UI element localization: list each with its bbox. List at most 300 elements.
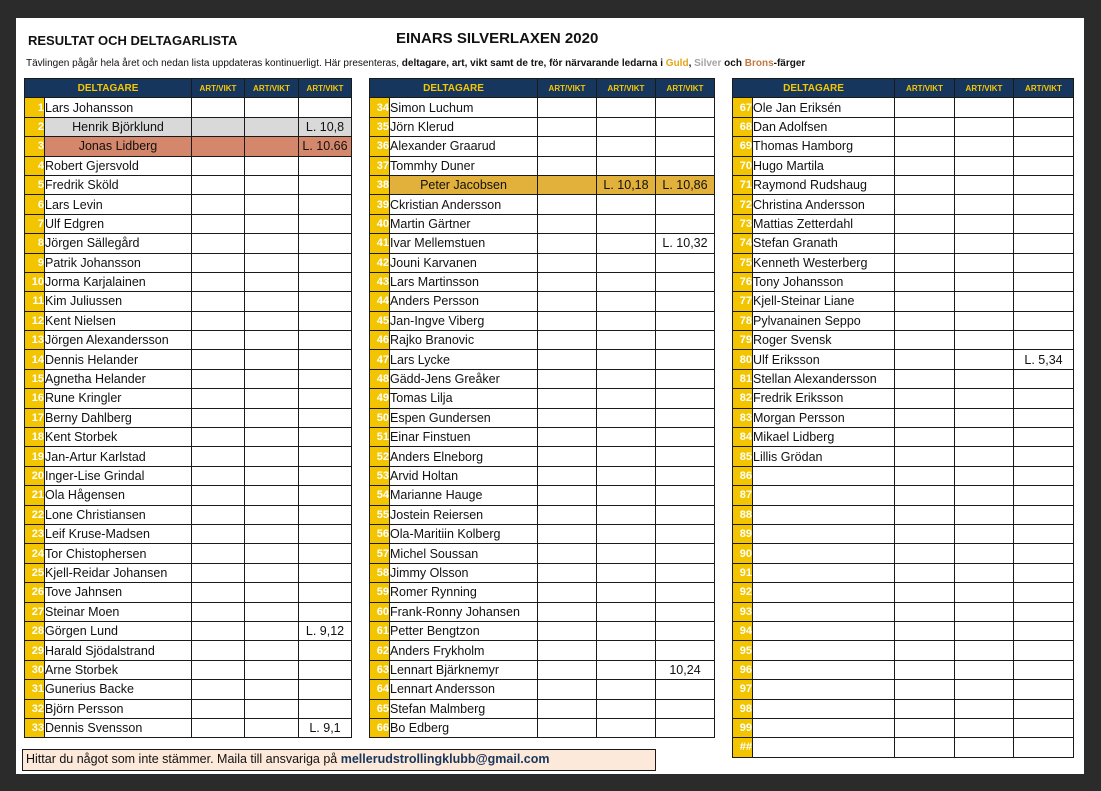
participant-number: 92 — [733, 583, 753, 602]
participant-number: 25 — [25, 563, 45, 582]
participant-name — [753, 466, 895, 485]
art-vikt-3-cell — [656, 272, 715, 291]
art-vikt-1-cell — [192, 272, 245, 291]
table-row — [25, 544, 352, 563]
participant-name: Fredrik Sköld — [45, 175, 192, 194]
art-vikt-3-cell — [299, 524, 352, 543]
participant-name: Rune Kringler — [45, 389, 192, 408]
art-vikt-1-cell — [192, 486, 245, 505]
participant-name: Ola Hågensen — [45, 486, 192, 505]
art-vikt-2-cell — [597, 389, 656, 408]
participant-number: 96 — [733, 660, 753, 679]
participant-table-2 — [369, 78, 715, 738]
art-vikt-3-cell — [1014, 505, 1074, 524]
table-row — [733, 660, 1074, 679]
art-vikt-3-cell — [1014, 137, 1074, 156]
art-vikt-1-cell — [192, 428, 245, 447]
participant-number: 14 — [25, 350, 45, 369]
participant-name: Kenneth Westerberg — [753, 253, 895, 272]
art-vikt-3-cell — [656, 98, 715, 117]
art-vikt-1-cell — [192, 156, 245, 175]
table-row — [733, 137, 1074, 156]
art-vikt-2-cell — [955, 214, 1014, 233]
art-vikt-1-cell — [895, 660, 955, 679]
participant-name: Morgan Persson — [753, 408, 895, 427]
art-vikt-1-cell — [192, 234, 245, 253]
participant-number: 5 — [25, 175, 45, 194]
art-vikt-2-cell — [955, 408, 1014, 427]
participant-name: Fredrik Eriksson — [753, 389, 895, 408]
participant-name: Lars Levin — [45, 195, 192, 214]
art-vikt-3-cell — [656, 408, 715, 427]
art-vikt-3-cell — [656, 563, 715, 582]
intro-sep-1: , — [688, 58, 695, 69]
participant-number: 70 — [733, 156, 753, 175]
art-vikt-3-cell — [1014, 389, 1074, 408]
art-vikt-1-cell — [192, 369, 245, 388]
participant-name — [753, 563, 895, 582]
table-row — [370, 195, 715, 214]
art-vikt-1-cell — [538, 214, 597, 233]
participant-name — [753, 680, 895, 699]
art-vikt-3-cell — [656, 137, 715, 156]
art-vikt-2-cell — [955, 699, 1014, 718]
participant-number: 24 — [25, 544, 45, 563]
art-vikt-1-cell — [538, 583, 597, 602]
participant-number: 64 — [370, 680, 390, 699]
table-row — [733, 234, 1074, 253]
participant-number: 8 — [25, 234, 45, 253]
art-vikt-2-cell — [597, 505, 656, 524]
art-vikt-3-cell — [656, 505, 715, 524]
participant-number: 88 — [733, 505, 753, 524]
table-row — [370, 214, 715, 233]
participant-number: 32 — [25, 699, 45, 718]
art-vikt-1-cell — [192, 98, 245, 117]
participant-name: Alexander Graarud — [390, 137, 538, 156]
art-vikt-2-cell — [955, 117, 1014, 136]
art-vikt-3-cell — [656, 117, 715, 136]
art-vikt-3-cell — [299, 505, 352, 524]
art-vikt-1-cell — [895, 621, 955, 640]
table-row — [370, 466, 715, 485]
table-row — [25, 602, 352, 621]
participant-name — [753, 641, 895, 660]
table-row — [733, 524, 1074, 543]
art-vikt-1-cell — [192, 660, 245, 679]
art-vikt-2-cell — [955, 428, 1014, 447]
art-vikt-3-cell — [299, 195, 352, 214]
art-vikt-3-cell — [656, 583, 715, 602]
art-vikt-2-cell — [245, 583, 299, 602]
participant-name: Mattias Zetterdahl — [753, 214, 895, 233]
table-row — [25, 350, 352, 369]
participant-name: Inger-Lise Grindal — [45, 466, 192, 485]
table-row — [733, 195, 1074, 214]
art-vikt-3-cell — [299, 311, 352, 330]
table-row — [733, 699, 1074, 718]
art-vikt-2-cell — [245, 253, 299, 272]
art-vikt-1-cell — [895, 253, 955, 272]
art-vikt-3-cell — [299, 98, 352, 117]
col-art-vikt-3-header: ART/VIKT — [299, 79, 352, 98]
table-row — [25, 234, 352, 253]
art-vikt-2-cell — [597, 195, 656, 214]
art-vikt-1-cell — [895, 137, 955, 156]
art-vikt-2-cell — [245, 389, 299, 408]
participant-number: 57 — [370, 544, 390, 563]
art-vikt-2-cell — [955, 641, 1014, 660]
art-vikt-2-cell — [245, 641, 299, 660]
art-vikt-1-cell — [538, 117, 597, 136]
participant-number: 89 — [733, 524, 753, 543]
art-vikt-2-cell — [245, 331, 299, 350]
participant-name: Patrik Johansson — [45, 253, 192, 272]
art-vikt-3-cell — [656, 699, 715, 718]
art-vikt-2-cell — [955, 175, 1014, 194]
art-vikt-2-cell — [955, 292, 1014, 311]
participant-number: 33 — [25, 718, 45, 737]
art-vikt-3-cell: L. 9,12 — [299, 621, 352, 640]
silver-label: Silver — [694, 58, 722, 69]
participant-name: Steinar Moen — [45, 602, 192, 621]
participant-name — [753, 718, 895, 737]
table-row — [370, 641, 715, 660]
participant-name: Dennis Svensson — [45, 718, 192, 737]
art-vikt-1-cell — [538, 447, 597, 466]
art-vikt-2-cell — [597, 524, 656, 543]
table-row — [370, 428, 715, 447]
art-vikt-1-cell — [895, 195, 955, 214]
art-vikt-1-cell — [538, 175, 597, 194]
table-row — [25, 563, 352, 582]
art-vikt-1-cell — [192, 466, 245, 485]
participant-number: 30 — [25, 660, 45, 679]
art-vikt-3-cell — [656, 331, 715, 350]
art-vikt-2-cell — [955, 98, 1014, 117]
art-vikt-2-cell — [245, 292, 299, 311]
art-vikt-3-cell — [1014, 175, 1074, 194]
participant-name: Robert Gjersvold — [45, 156, 192, 175]
participant-name: Pylvanainen Seppo — [753, 311, 895, 330]
art-vikt-2-cell — [245, 680, 299, 699]
art-vikt-2-cell — [245, 524, 299, 543]
art-vikt-3-cell — [656, 156, 715, 175]
participant-number: 69 — [733, 137, 753, 156]
art-vikt-2-cell — [597, 369, 656, 388]
participant-name — [753, 524, 895, 543]
table-row — [733, 311, 1074, 330]
art-vikt-2-cell — [597, 428, 656, 447]
participant-name: Björn Persson — [45, 699, 192, 718]
participant-number: 79 — [733, 331, 753, 350]
art-vikt-1-cell — [192, 292, 245, 311]
art-vikt-3-cell — [656, 602, 715, 621]
table-row — [25, 447, 352, 466]
table-row — [370, 505, 715, 524]
table-row — [25, 408, 352, 427]
contact-email-link[interactable]: mellerudstrollingklubb@gmail.com — [340, 752, 550, 766]
participant-number: 95 — [733, 641, 753, 660]
art-vikt-2-cell — [597, 602, 656, 621]
page-title: EINARS SILVERLAXEN 2020 — [396, 30, 599, 47]
art-vikt-1-cell — [192, 680, 245, 699]
art-vikt-3-cell — [299, 699, 352, 718]
table-row — [25, 253, 352, 272]
participant-number: 74 — [733, 234, 753, 253]
table-header-row — [25, 79, 352, 98]
art-vikt-1-cell — [895, 389, 955, 408]
table-row — [25, 641, 352, 660]
table-row — [733, 408, 1074, 427]
art-vikt-1-cell — [895, 292, 955, 311]
participant-number: 50 — [370, 408, 390, 427]
participant-name: Bo Edberg — [390, 718, 538, 737]
art-vikt-3-cell — [299, 331, 352, 350]
participant-name: Kent Storbek — [45, 428, 192, 447]
gold-label: Guld — [665, 58, 689, 69]
art-vikt-2-cell — [597, 311, 656, 330]
participant-number: 84 — [733, 428, 753, 447]
art-vikt-3-cell — [1014, 98, 1074, 117]
participant-name: Ivar Mellemstuen — [390, 234, 538, 253]
table-row — [733, 486, 1074, 505]
art-vikt-1-cell — [895, 369, 955, 388]
art-vikt-3-cell — [299, 680, 352, 699]
col-participant-header: DELTAGARE — [25, 79, 192, 98]
art-vikt-3-cell — [299, 389, 352, 408]
participant-number: 93 — [733, 602, 753, 621]
art-vikt-2-cell — [955, 718, 1014, 737]
table-row — [733, 466, 1074, 485]
art-vikt-2-cell — [955, 447, 1014, 466]
participant-number: 56 — [370, 524, 390, 543]
art-vikt-3-cell — [299, 428, 352, 447]
table-header-row — [370, 79, 715, 98]
table-row — [370, 563, 715, 582]
art-vikt-2-cell — [245, 137, 299, 156]
art-vikt-1-cell — [538, 331, 597, 350]
art-vikt-2-cell — [245, 621, 299, 640]
art-vikt-1-cell — [538, 486, 597, 505]
art-vikt-3-cell — [299, 214, 352, 233]
table-row — [370, 234, 715, 253]
art-vikt-2-cell — [597, 214, 656, 233]
participant-number: 66 — [370, 718, 390, 737]
participant-number: 36 — [370, 137, 390, 156]
participant-name — [753, 583, 895, 602]
art-vikt-1-cell — [895, 447, 955, 466]
table-row — [25, 137, 352, 156]
participant-name: Kjell-Reidar Johansen — [45, 563, 192, 582]
art-vikt-2-cell — [597, 234, 656, 253]
participant-name: Dan Adolfsen — [753, 117, 895, 136]
participant-name: Lars Lycke — [390, 350, 538, 369]
art-vikt-2-cell — [245, 117, 299, 136]
table-row — [370, 583, 715, 602]
participant-name: Leif Kruse-Madsen — [45, 524, 192, 543]
art-vikt-2-cell — [245, 486, 299, 505]
art-vikt-2-cell — [955, 680, 1014, 699]
participant-number: 12 — [25, 311, 45, 330]
art-vikt-3-cell — [1014, 253, 1074, 272]
participant-number: 97 — [733, 680, 753, 699]
table-row — [370, 369, 715, 388]
art-vikt-2-cell — [597, 660, 656, 679]
participant-name — [753, 505, 895, 524]
table-row — [25, 466, 352, 485]
art-vikt-3-cell: L. 5,34 — [1014, 350, 1074, 369]
table-row — [25, 195, 352, 214]
art-vikt-1-cell — [895, 272, 955, 291]
participant-name: Christina Andersson — [753, 195, 895, 214]
participant-name: Raymond Rudshaug — [753, 175, 895, 194]
participant-name: Lone Christiansen — [45, 505, 192, 524]
art-vikt-2-cell — [245, 699, 299, 718]
art-vikt-3-cell — [656, 447, 715, 466]
participant-name: Jonas Lidberg — [45, 137, 192, 156]
participant-number: 77 — [733, 292, 753, 311]
participant-number: 67 — [733, 98, 753, 117]
participant-table-3 — [732, 78, 1074, 758]
table-row — [733, 718, 1074, 737]
participant-name: Romer Rynning — [390, 583, 538, 602]
table-row — [25, 621, 352, 640]
art-vikt-3-cell — [1014, 369, 1074, 388]
art-vikt-2-cell — [955, 466, 1014, 485]
art-vikt-2-cell — [955, 253, 1014, 272]
art-vikt-3-cell — [1014, 214, 1074, 233]
art-vikt-3-cell — [299, 447, 352, 466]
table-row — [370, 486, 715, 505]
table-row — [733, 175, 1074, 194]
art-vikt-3-cell — [299, 660, 352, 679]
art-vikt-1-cell — [192, 544, 245, 563]
bronze-label: Brons — [744, 58, 774, 69]
participant-name: Stefan Granath — [753, 234, 895, 253]
intro-sep-2: och — [721, 58, 745, 69]
participant-number: 4 — [25, 156, 45, 175]
participant-name — [753, 621, 895, 640]
table-row — [370, 680, 715, 699]
table-row — [25, 699, 352, 718]
art-vikt-2-cell — [955, 195, 1014, 214]
art-vikt-3-cell — [656, 369, 715, 388]
col-art-vikt-3-header: ART/VIKT — [1014, 79, 1074, 98]
contact-footer — [22, 749, 656, 771]
art-vikt-3-cell — [1014, 718, 1074, 737]
participant-name: Lars Martinsson — [390, 272, 538, 291]
table-row — [370, 253, 715, 272]
art-vikt-3-cell — [1014, 641, 1074, 660]
art-vikt-3-cell — [299, 234, 352, 253]
art-vikt-3-cell — [299, 292, 352, 311]
art-vikt-2-cell — [597, 408, 656, 427]
art-vikt-2-cell — [597, 447, 656, 466]
table-row — [25, 98, 352, 117]
art-vikt-2-cell — [597, 583, 656, 602]
art-vikt-1-cell — [538, 563, 597, 582]
art-vikt-1-cell — [538, 253, 597, 272]
art-vikt-1-cell — [192, 524, 245, 543]
art-vikt-2-cell — [245, 272, 299, 291]
participant-number: 26 — [25, 583, 45, 602]
table-row — [733, 621, 1074, 640]
art-vikt-2-cell — [245, 563, 299, 582]
participant-number: 23 — [25, 524, 45, 543]
intro-plain: Tävlingen pågår hela året och nedan lista uppdateras kontinuerligt. Här presenteras, — [26, 58, 402, 69]
participant-name: Ulf Eriksson — [753, 350, 895, 369]
art-vikt-3-cell — [299, 369, 352, 388]
art-vikt-3-cell — [299, 602, 352, 621]
art-vikt-3-cell — [656, 253, 715, 272]
art-vikt-1-cell — [538, 350, 597, 369]
art-vikt-1-cell — [192, 195, 245, 214]
participant-name — [753, 738, 895, 757]
art-vikt-1-cell — [538, 428, 597, 447]
col-art-vikt-1-header: ART/VIKT — [192, 79, 245, 98]
table-row — [370, 602, 715, 621]
art-vikt-1-cell — [895, 311, 955, 330]
table-row — [25, 292, 352, 311]
table-row — [733, 117, 1074, 136]
participant-name: Espen Gundersen — [390, 408, 538, 427]
participant-name — [753, 602, 895, 621]
art-vikt-2-cell — [245, 660, 299, 679]
participant-number: 65 — [370, 699, 390, 718]
participant-number: 82 — [733, 389, 753, 408]
art-vikt-1-cell — [538, 369, 597, 388]
art-vikt-2-cell — [955, 350, 1014, 369]
table-row — [25, 524, 352, 543]
participant-name: Anders Elneborg — [390, 447, 538, 466]
art-vikt-2-cell — [245, 466, 299, 485]
art-vikt-2-cell — [597, 680, 656, 699]
art-vikt-1-cell — [895, 234, 955, 253]
art-vikt-2-cell — [245, 175, 299, 194]
art-vikt-2-cell — [955, 389, 1014, 408]
table-row — [733, 98, 1074, 117]
art-vikt-2-cell — [597, 331, 656, 350]
participant-number: 29 — [25, 641, 45, 660]
table-row — [25, 272, 352, 291]
participant-number: 44 — [370, 292, 390, 311]
art-vikt-1-cell — [895, 583, 955, 602]
participant-number: 59 — [370, 583, 390, 602]
participant-number: 43 — [370, 272, 390, 291]
art-vikt-1-cell — [192, 331, 245, 350]
table-row — [733, 369, 1074, 388]
participant-number: 6 — [25, 195, 45, 214]
table-row — [370, 408, 715, 427]
art-vikt-3-cell — [1014, 117, 1074, 136]
art-vikt-1-cell — [895, 544, 955, 563]
participant-name: Lennart Bjärknemyr — [390, 660, 538, 679]
art-vikt-1-cell — [192, 447, 245, 466]
participant-number: 86 — [733, 466, 753, 485]
participant-name: Stellan Alexandersson — [753, 369, 895, 388]
participant-name — [753, 544, 895, 563]
table-row — [370, 272, 715, 291]
art-vikt-2-cell — [955, 544, 1014, 563]
art-vikt-2-cell — [245, 544, 299, 563]
participant-number: 54 — [370, 486, 390, 505]
art-vikt-1-cell — [192, 214, 245, 233]
participant-name: Lennart Andersson — [390, 680, 538, 699]
participant-name: Kim Juliussen — [45, 292, 192, 311]
participant-number: 37 — [370, 156, 390, 175]
participant-number: 52 — [370, 447, 390, 466]
